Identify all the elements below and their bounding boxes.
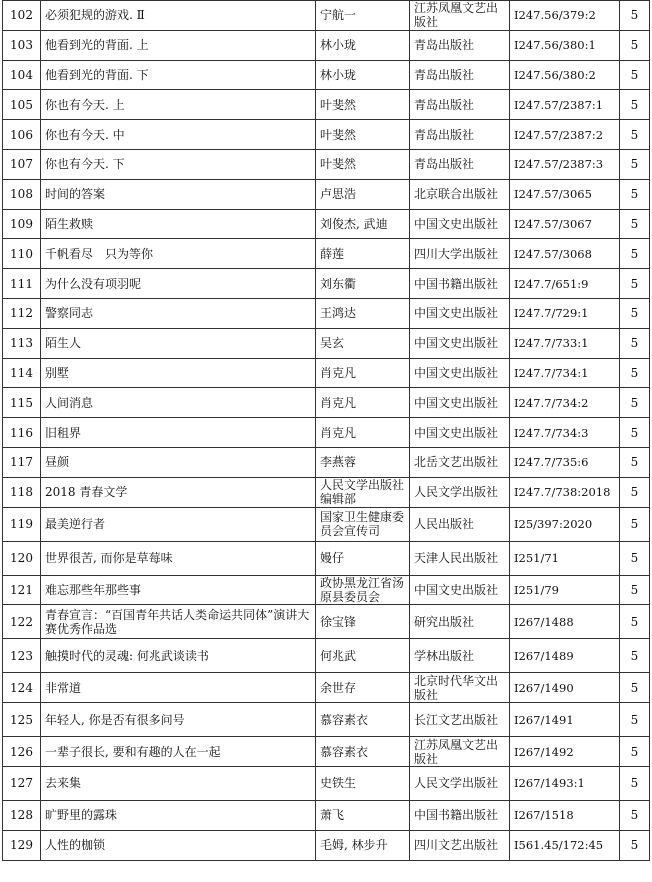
row-number: 102: [3, 1, 41, 31]
row-number: 112: [3, 298, 41, 328]
book-publisher: 学林出版社: [410, 639, 510, 673]
row-number: 126: [3, 737, 41, 767]
book-call-number: I247.56/379:2: [510, 1, 620, 31]
book-call-number: I247.7/738:2018: [510, 477, 620, 507]
book-title: 他看到光的背面. 下: [41, 60, 316, 90]
table-row: [3, 120, 650, 150]
book-author: 毛姆, 林步升: [316, 830, 410, 860]
book-publisher: 研究出版社: [410, 605, 510, 639]
row-number: 121: [3, 575, 41, 605]
table-row: [3, 209, 650, 239]
table-row: [3, 30, 650, 60]
book-author: 叶斐然: [316, 90, 410, 120]
book-call-number: I251/79: [510, 575, 620, 605]
table-row: [3, 298, 650, 328]
row-number: 119: [3, 507, 41, 541]
book-title: 世界很苦, 而你是草莓味: [41, 541, 316, 575]
book-call-number: I267/1518: [510, 800, 620, 830]
table-row: [3, 1, 650, 31]
book-copies: 5: [620, 541, 650, 575]
book-call-number: I561.45/172:45: [510, 830, 620, 860]
book-title: 非常道: [41, 673, 316, 703]
row-number: 116: [3, 418, 41, 448]
table-row: [3, 605, 650, 639]
book-title: 难忘那些年那些事: [41, 575, 316, 605]
book-author: 林小珑: [316, 30, 410, 60]
book-call-number: I25/397:2020: [510, 507, 620, 541]
row-number: 127: [3, 766, 41, 800]
book-call-number: I247.57/2387:2: [510, 120, 620, 150]
table-row: [3, 575, 650, 605]
book-author: 肖克凡: [316, 418, 410, 448]
book-publisher: 青岛出版社: [410, 90, 510, 120]
row-number: 104: [3, 60, 41, 90]
book-author: 叶斐然: [316, 120, 410, 150]
book-copies: 5: [620, 120, 650, 150]
book-title: 你也有今天. 中: [41, 120, 316, 150]
book-author: 卢思浩: [316, 179, 410, 209]
book-publisher: 江苏凤凰文艺出版社: [410, 737, 510, 767]
book-title: 一辈子很长, 要和有趣的人在一起: [41, 737, 316, 767]
row-number: 115: [3, 388, 41, 418]
table-row: [3, 800, 650, 830]
book-author: 余世存: [316, 673, 410, 703]
book-title: 青春宣言：“百国青年共话人类命运共同体”演讲大赛优秀作品选: [41, 605, 316, 639]
book-author: 慕容素衣: [316, 703, 410, 737]
book-author: 政协黑龙江省汤原县委员会: [316, 575, 410, 605]
book-copies: 5: [620, 703, 650, 737]
book-title: 时间的答案: [41, 179, 316, 209]
book-call-number: I267/1491: [510, 703, 620, 737]
book-publisher: 青岛出版社: [410, 60, 510, 90]
row-number: 113: [3, 328, 41, 358]
row-number: 124: [3, 673, 41, 703]
row-number: 114: [3, 358, 41, 388]
table-row: [3, 766, 650, 800]
book-publisher: 人民出版社: [410, 507, 510, 541]
book-call-number: I247.57/3067: [510, 209, 620, 239]
book-call-number: I247.57/2387:3: [510, 149, 620, 179]
table-row: [3, 830, 650, 860]
row-number: 109: [3, 209, 41, 239]
book-author: 肖克凡: [316, 388, 410, 418]
table-row: [3, 507, 650, 541]
book-copies: 5: [620, 60, 650, 90]
book-title: 你也有今天. 上: [41, 90, 316, 120]
book-title: 2018 青春文学: [41, 477, 316, 507]
book-copies: 5: [620, 1, 650, 31]
book-call-number: I247.7/734:2: [510, 388, 620, 418]
book-call-number: I267/1489: [510, 639, 620, 673]
book-call-number: I247.7/651:9: [510, 269, 620, 299]
book-title: 旧租界: [41, 418, 316, 448]
book-call-number: I267/1490: [510, 673, 620, 703]
book-author: 嫚仔: [316, 541, 410, 575]
book-title: 昼颜: [41, 447, 316, 477]
book-title: 千帆看尽 只为等你: [41, 239, 316, 269]
table-row: [3, 239, 650, 269]
row-number: 106: [3, 120, 41, 150]
book-title: 你也有今天. 下: [41, 149, 316, 179]
book-publisher: 江苏凤凰文艺出版社: [410, 1, 510, 31]
book-copies: 5: [620, 90, 650, 120]
table-row: [3, 358, 650, 388]
book-author: 宁航一: [316, 1, 410, 31]
book-publisher: 天津人民出版社: [410, 541, 510, 575]
book-author: 慕容素衣: [316, 737, 410, 767]
book-author: 国家卫生健康委员会宣传司: [316, 507, 410, 541]
book-publisher: 青岛出版社: [410, 30, 510, 60]
book-publisher: 青岛出版社: [410, 149, 510, 179]
table-row: [3, 418, 650, 448]
book-publisher: 中国文史出版社: [410, 209, 510, 239]
book-call-number: I267/1492: [510, 737, 620, 767]
book-copies: 5: [620, 269, 650, 299]
row-number: 105: [3, 90, 41, 120]
book-copies: 5: [620, 477, 650, 507]
book-title: 人性的枷锁: [41, 830, 316, 860]
table-row: [3, 541, 650, 575]
row-number: 111: [3, 269, 41, 299]
book-author: 徐宝锋: [316, 605, 410, 639]
table-row: [3, 60, 650, 90]
book-author: 人民文学出版社编辑部: [316, 477, 410, 507]
row-number: 128: [3, 800, 41, 830]
book-title: 触摸时代的灵魂: 何兆武谈读书: [41, 639, 316, 673]
book-call-number: I247.7/734:1: [510, 358, 620, 388]
book-author: 李燕蓉: [316, 447, 410, 477]
book-title: 去来集: [41, 766, 316, 800]
book-author: 萧飞: [316, 800, 410, 830]
book-author: 刘俊杰, 武迪: [316, 209, 410, 239]
book-copies: 5: [620, 605, 650, 639]
book-copies: 5: [620, 639, 650, 673]
book-publisher: 中国文史出版社: [410, 358, 510, 388]
table-row: [3, 639, 650, 673]
book-title: 他看到光的背面. 上: [41, 30, 316, 60]
table-row: [3, 388, 650, 418]
book-copies: 5: [620, 737, 650, 767]
table-row: [3, 447, 650, 477]
book-title: 必须犯规的游戏. Ⅱ: [41, 1, 316, 31]
table-body: [3, 1, 650, 861]
row-number: 117: [3, 447, 41, 477]
book-title: 最美逆行者: [41, 507, 316, 541]
book-author: 史铁生: [316, 766, 410, 800]
book-call-number: I247.56/380:1: [510, 30, 620, 60]
book-title: 人间消息: [41, 388, 316, 418]
book-copies: 5: [620, 179, 650, 209]
book-title: 年轻人, 你是否有很多问号: [41, 703, 316, 737]
book-author: 林小珑: [316, 60, 410, 90]
row-number: 103: [3, 30, 41, 60]
book-publisher: 四川大学出版社: [410, 239, 510, 269]
book-publisher: 四川文艺出版社: [410, 830, 510, 860]
book-call-number: I247.7/734:3: [510, 418, 620, 448]
table-row: [3, 149, 650, 179]
book-title: 为什么没有项羽呢: [41, 269, 316, 299]
row-number: 107: [3, 149, 41, 179]
book-copies: 5: [620, 766, 650, 800]
book-author: 吴玄: [316, 328, 410, 358]
book-publisher: 中国文史出版社: [410, 418, 510, 448]
book-copies: 5: [620, 358, 650, 388]
book-author: 何兆武: [316, 639, 410, 673]
book-publisher: 中国文史出版社: [410, 575, 510, 605]
book-list-table: [2, 0, 650, 861]
book-copies: 5: [620, 418, 650, 448]
table-row: [3, 90, 650, 120]
book-publisher: 北京联合出版社: [410, 179, 510, 209]
book-author: 叶斐然: [316, 149, 410, 179]
book-publisher: 北京时代华文出版社: [410, 673, 510, 703]
book-title: 警察同志: [41, 298, 316, 328]
book-title: 别墅: [41, 358, 316, 388]
row-number: 123: [3, 639, 41, 673]
book-title: 陌生救赎: [41, 209, 316, 239]
book-call-number: I247.7/735:6: [510, 447, 620, 477]
table-row: [3, 737, 650, 767]
book-publisher: 中国文史出版社: [410, 328, 510, 358]
book-call-number: I267/1493:1: [510, 766, 620, 800]
book-call-number: I251/71: [510, 541, 620, 575]
book-copies: 5: [620, 800, 650, 830]
book-call-number: I247.7/729:1: [510, 298, 620, 328]
book-title: 陌生人: [41, 328, 316, 358]
book-publisher: 中国文史出版社: [410, 298, 510, 328]
book-publisher: 中国书籍出版社: [410, 269, 510, 299]
book-copies: 5: [620, 388, 650, 418]
table-row: [3, 328, 650, 358]
book-call-number: I247.57/2387:1: [510, 90, 620, 120]
book-copies: 5: [620, 507, 650, 541]
book-title: 旷野里的露珠: [41, 800, 316, 830]
table-row: [3, 477, 650, 507]
book-call-number: I247.56/380:2: [510, 60, 620, 90]
book-author: 肖克凡: [316, 358, 410, 388]
book-publisher: 人民文学出版社: [410, 766, 510, 800]
book-call-number: I247.7/733:1: [510, 328, 620, 358]
row-number: 129: [3, 830, 41, 860]
book-call-number: I247.57/3068: [510, 239, 620, 269]
book-copies: 5: [620, 209, 650, 239]
book-copies: 5: [620, 298, 650, 328]
row-number: 108: [3, 179, 41, 209]
book-copies: 5: [620, 830, 650, 860]
row-number: 125: [3, 703, 41, 737]
book-publisher: 北岳文艺出版社: [410, 447, 510, 477]
book-author: 薛莲: [316, 239, 410, 269]
book-publisher: 人民文学出版社: [410, 477, 510, 507]
table-row: [3, 269, 650, 299]
book-publisher: 中国书籍出版社: [410, 800, 510, 830]
book-author: 刘东衢: [316, 269, 410, 299]
table-row: [3, 179, 650, 209]
row-number: 110: [3, 239, 41, 269]
book-copies: 5: [620, 673, 650, 703]
table-row: [3, 703, 650, 737]
book-author: 王鸿达: [316, 298, 410, 328]
row-number: 118: [3, 477, 41, 507]
book-publisher: 青岛出版社: [410, 120, 510, 150]
row-number: 122: [3, 605, 41, 639]
book-copies: 5: [620, 447, 650, 477]
book-call-number: I267/1488: [510, 605, 620, 639]
book-copies: 5: [620, 328, 650, 358]
book-publisher: 长江文艺出版社: [410, 703, 510, 737]
table-row: [3, 673, 650, 703]
book-copies: 5: [620, 30, 650, 60]
book-copies: 5: [620, 239, 650, 269]
row-number: 120: [3, 541, 41, 575]
book-publisher: 中国文史出版社: [410, 388, 510, 418]
book-copies: 5: [620, 575, 650, 605]
book-copies: 5: [620, 149, 650, 179]
book-call-number: I247.57/3065: [510, 179, 620, 209]
